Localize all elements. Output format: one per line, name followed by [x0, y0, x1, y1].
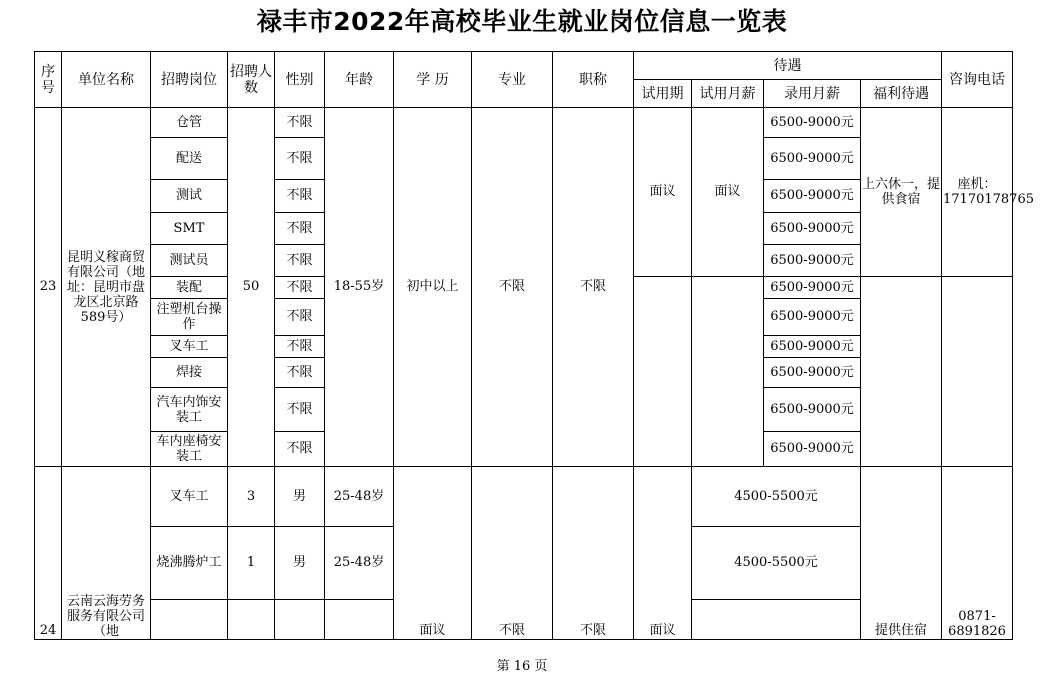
row24-trial: 面议	[634, 467, 692, 640]
header-education: 学 历	[394, 52, 472, 108]
job-gender: 不限	[275, 277, 325, 299]
row23-trial-salary: 面议	[692, 108, 764, 277]
row24-title: 不限	[553, 467, 634, 640]
header-company: 单位名称	[62, 52, 151, 108]
job-gender: 不限	[275, 299, 325, 336]
job-position: 车内座椅安装工	[151, 432, 228, 467]
page-title: 禄丰市2022年高校毕业生就业岗位信息一览表	[256, 7, 788, 36]
job-position: SMT	[151, 213, 228, 245]
job-salary: 4500-5500元	[692, 527, 861, 600]
header-count: 招聘人数	[228, 52, 275, 108]
job-salary: 6500-9000元	[764, 432, 861, 467]
job-salary-cont	[692, 600, 861, 640]
row24-major: 不限	[472, 467, 553, 640]
job-salary: 4500-5500元	[692, 467, 861, 527]
row23-education: 初中以上	[394, 108, 472, 467]
job-gender: 不限	[275, 245, 325, 277]
job-position: 测试员	[151, 245, 228, 277]
job-gender: 不限	[275, 213, 325, 245]
job-gender: 男	[275, 467, 325, 527]
job-gender: 不限	[275, 336, 325, 358]
job-position: 测试	[151, 180, 228, 213]
row23-major: 不限	[472, 108, 553, 467]
job-salary: 6500-9000元	[764, 388, 861, 432]
row23-company: 昆明义稼商贸有限公司（地址：昆明市盘龙区北京路589号）	[62, 108, 151, 467]
job-salary: 6500-9000元	[764, 213, 861, 245]
row23-benefits: 上六休一，提供食宿	[861, 108, 942, 277]
job-age-cont	[325, 600, 394, 640]
job-position-cont	[151, 600, 228, 640]
job-salary: 6500-9000元	[764, 299, 861, 336]
row24-phone: 0871-6891826	[942, 467, 1013, 640]
job-gender: 不限	[275, 432, 325, 467]
job-position: 叉车工	[151, 336, 228, 358]
job-position: 焊接	[151, 358, 228, 388]
job-gender: 男	[275, 527, 325, 600]
row24-company: 云南云海劳务服务有限公司（地	[62, 467, 151, 640]
row23-trial-lower	[634, 277, 692, 467]
job-salary: 6500-9000元	[764, 277, 861, 299]
header-title: 职称	[553, 52, 634, 108]
job-position: 仓管	[151, 108, 228, 138]
header-gender: 性别	[275, 52, 325, 108]
job-age: 25-48岁	[325, 527, 394, 600]
job-gender: 不限	[275, 358, 325, 388]
job-gender: 不限	[275, 180, 325, 213]
header-position: 招聘岗位	[151, 52, 228, 108]
job-position: 装配	[151, 277, 228, 299]
job-salary: 6500-9000元	[764, 108, 861, 138]
page-footer: 第 16 页	[496, 659, 548, 674]
job-gender: 不限	[275, 138, 325, 180]
row23-benefits-lower	[861, 277, 942, 467]
row24-education: 面议	[394, 467, 472, 640]
row23-title: 不限	[553, 108, 634, 467]
header-hire-salary: 录用月薪	[764, 80, 861, 108]
header-seq: 序号	[35, 52, 62, 108]
job-position: 注塑机台操作	[151, 299, 228, 336]
job-position: 配送	[151, 138, 228, 180]
row23-trial-salary-lower	[692, 277, 764, 467]
row23-phone: 座机：17170178765	[942, 108, 1013, 277]
header-treatment: 待遇	[634, 52, 942, 80]
job-gender: 不限	[275, 108, 325, 138]
jobs-table-wrapper	[34, 51, 1034, 639]
job-position: 叉车工	[151, 467, 228, 527]
jobs-table	[34, 51, 1034, 640]
job-salary: 6500-9000元	[764, 336, 861, 358]
job-position: 烧沸腾炉工	[151, 527, 228, 600]
row24-seq: 24	[35, 467, 62, 640]
job-salary: 6500-9000元	[764, 245, 861, 277]
header-phone: 咨询电话	[942, 52, 1013, 108]
header-benefits: 福利待遇	[861, 80, 942, 108]
header-major: 专业	[472, 52, 553, 108]
job-count-cont	[228, 600, 275, 640]
row23-count: 50	[228, 108, 275, 467]
job-age: 25-48岁	[325, 467, 394, 527]
job-gender-cont	[275, 600, 325, 640]
row23-trial: 面议	[634, 108, 692, 277]
job-salary: 6500-9000元	[764, 180, 861, 213]
header-age: 年龄	[325, 52, 394, 108]
job-position: 汽车内饰安装工	[151, 388, 228, 432]
header-trial: 试用期	[634, 80, 692, 108]
job-count: 3	[228, 467, 275, 527]
header-trial-salary: 试用月薪	[692, 80, 764, 108]
row23-seq: 23	[35, 108, 62, 467]
job-salary: 6500-9000元	[764, 358, 861, 388]
row24-benefits: 提供住宿	[861, 467, 942, 640]
job-count: 1	[228, 527, 275, 600]
job-salary: 6500-9000元	[764, 138, 861, 180]
row23-age: 18-55岁	[325, 108, 394, 467]
row23-phone-lower	[942, 277, 1013, 467]
job-gender: 不限	[275, 388, 325, 432]
